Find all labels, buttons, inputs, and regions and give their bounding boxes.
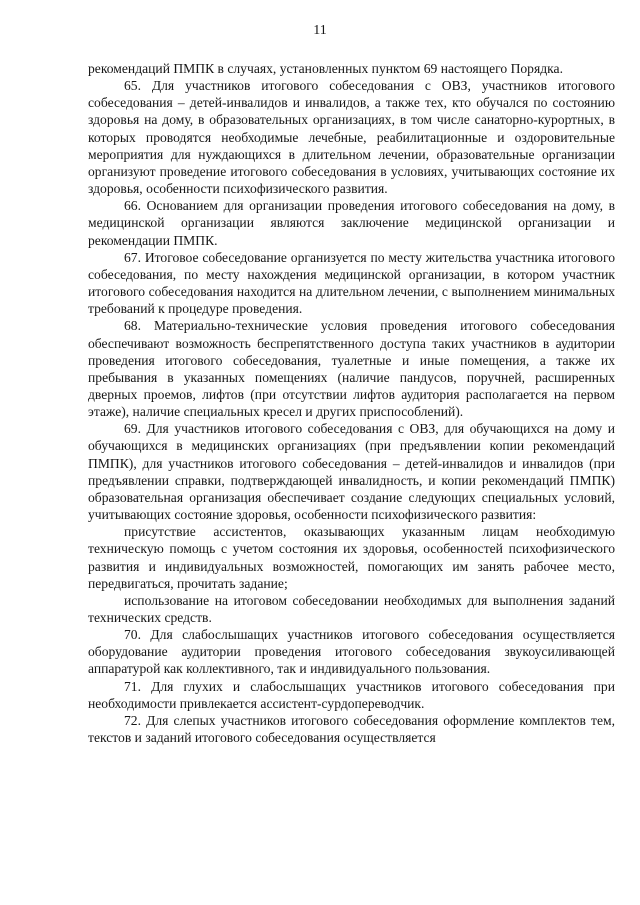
document-body (88, 60, 615, 746)
paragraph-69-item-assistants: присутствие ассистентов, оказывающих указанным лицам необходимую техническую помощь с учетом состояния их здоровья, особенностей психофизического развития и индивидуальных возможностей, помогающих им занять рабочее место, передвигаться, прочитать задание; (88, 524, 615, 591)
paragraph-71: 71. Для глухих и слабослышащих участников итогового собеседования при необходимости привлекается ассистент-сурдопереводчик. (88, 678, 615, 711)
paragraph-65: 65. Для участников итогового собеседования с ОВЗ, участников итогового собеседования – детей-инвалидов и инвалидов, а также тех, кто обучался по состоянию здоровья на дому, в образовательных организациях, в том числе санаторно-курортных, в которых проводятся необходимые лечебные, реабилитационные и оздоровительные мероприятия для нуждающихся в длительном лечении, образовательные организации организуют проведение итогового собеседования в условиях, учитывающих состояние их здоровья, особенности психофизического развития. (88, 78, 615, 197)
paragraph-69-item-technical-means: использование на итоговом собеседовании необходимых для выполнения заданий технических средств. (88, 592, 615, 625)
paragraph-66: 66. Основанием для организации проведения итогового собеседования на дому, в медицинской организации являются заключение медицинской организации и рекомендации ПМПК. (88, 198, 615, 248)
paragraph-continuation: рекомендаций ПМПК в случаях, установленных пунктом 69 настоящего Порядка. (88, 61, 563, 76)
paragraph-69: 69. Для участников итогового собеседования с ОВЗ, для обучающихся на дому и обучающихся в медицинских организациях (при предъявлении копии рекомендаций ПМПК), для участников итогового собеседования – детей-инвалидов и инвалидов (при предъявлении справки, подтверждающей инвалидность, и копии рекомендаций ПМПК) образовательная организация обеспечивает создание следующих специальных условий, учитывающих состояние здоровья, особенности психофизического развития: (88, 421, 615, 523)
page-number: 11 (313, 23, 327, 38)
paragraph-70: 70. Для слабослышащих участников итогового собеседования осуществляется оборудование аудитории проведения итогового собеседования звукоусиливающей аппаратурой как коллективного, так и индивидуального пользования. (88, 627, 615, 677)
paragraph-72: 72. Для слепых участников итогового собеседования оформление комплектов тем, текстов и заданий итогового собеседования осуществляется (88, 712, 615, 746)
paragraph-68: 68. Материально-технические условия проведения итогового собеседования обеспечивают возможность беспрепятственного доступа таких участников в аудитории проведения итогового собеседования, туалетные и иные помещения, а также их пребывания в указанных помещениях (наличие пандусов, поручней, расширенных дверных проемов, лифтов (при отсутствии лифтов аудитория располагается на первом этаже), наличие специальных кресел и других приспособлений). (88, 318, 615, 420)
paragraph-67: 67. Итоговое собеседование организуется по месту жительства участника итогового собеседования, по месту нахождения медицинской организации, в котором участник итогового собеседования находится на длительном лечении, с выполнением минимальных требований к процедуре проведения. (88, 249, 615, 317)
